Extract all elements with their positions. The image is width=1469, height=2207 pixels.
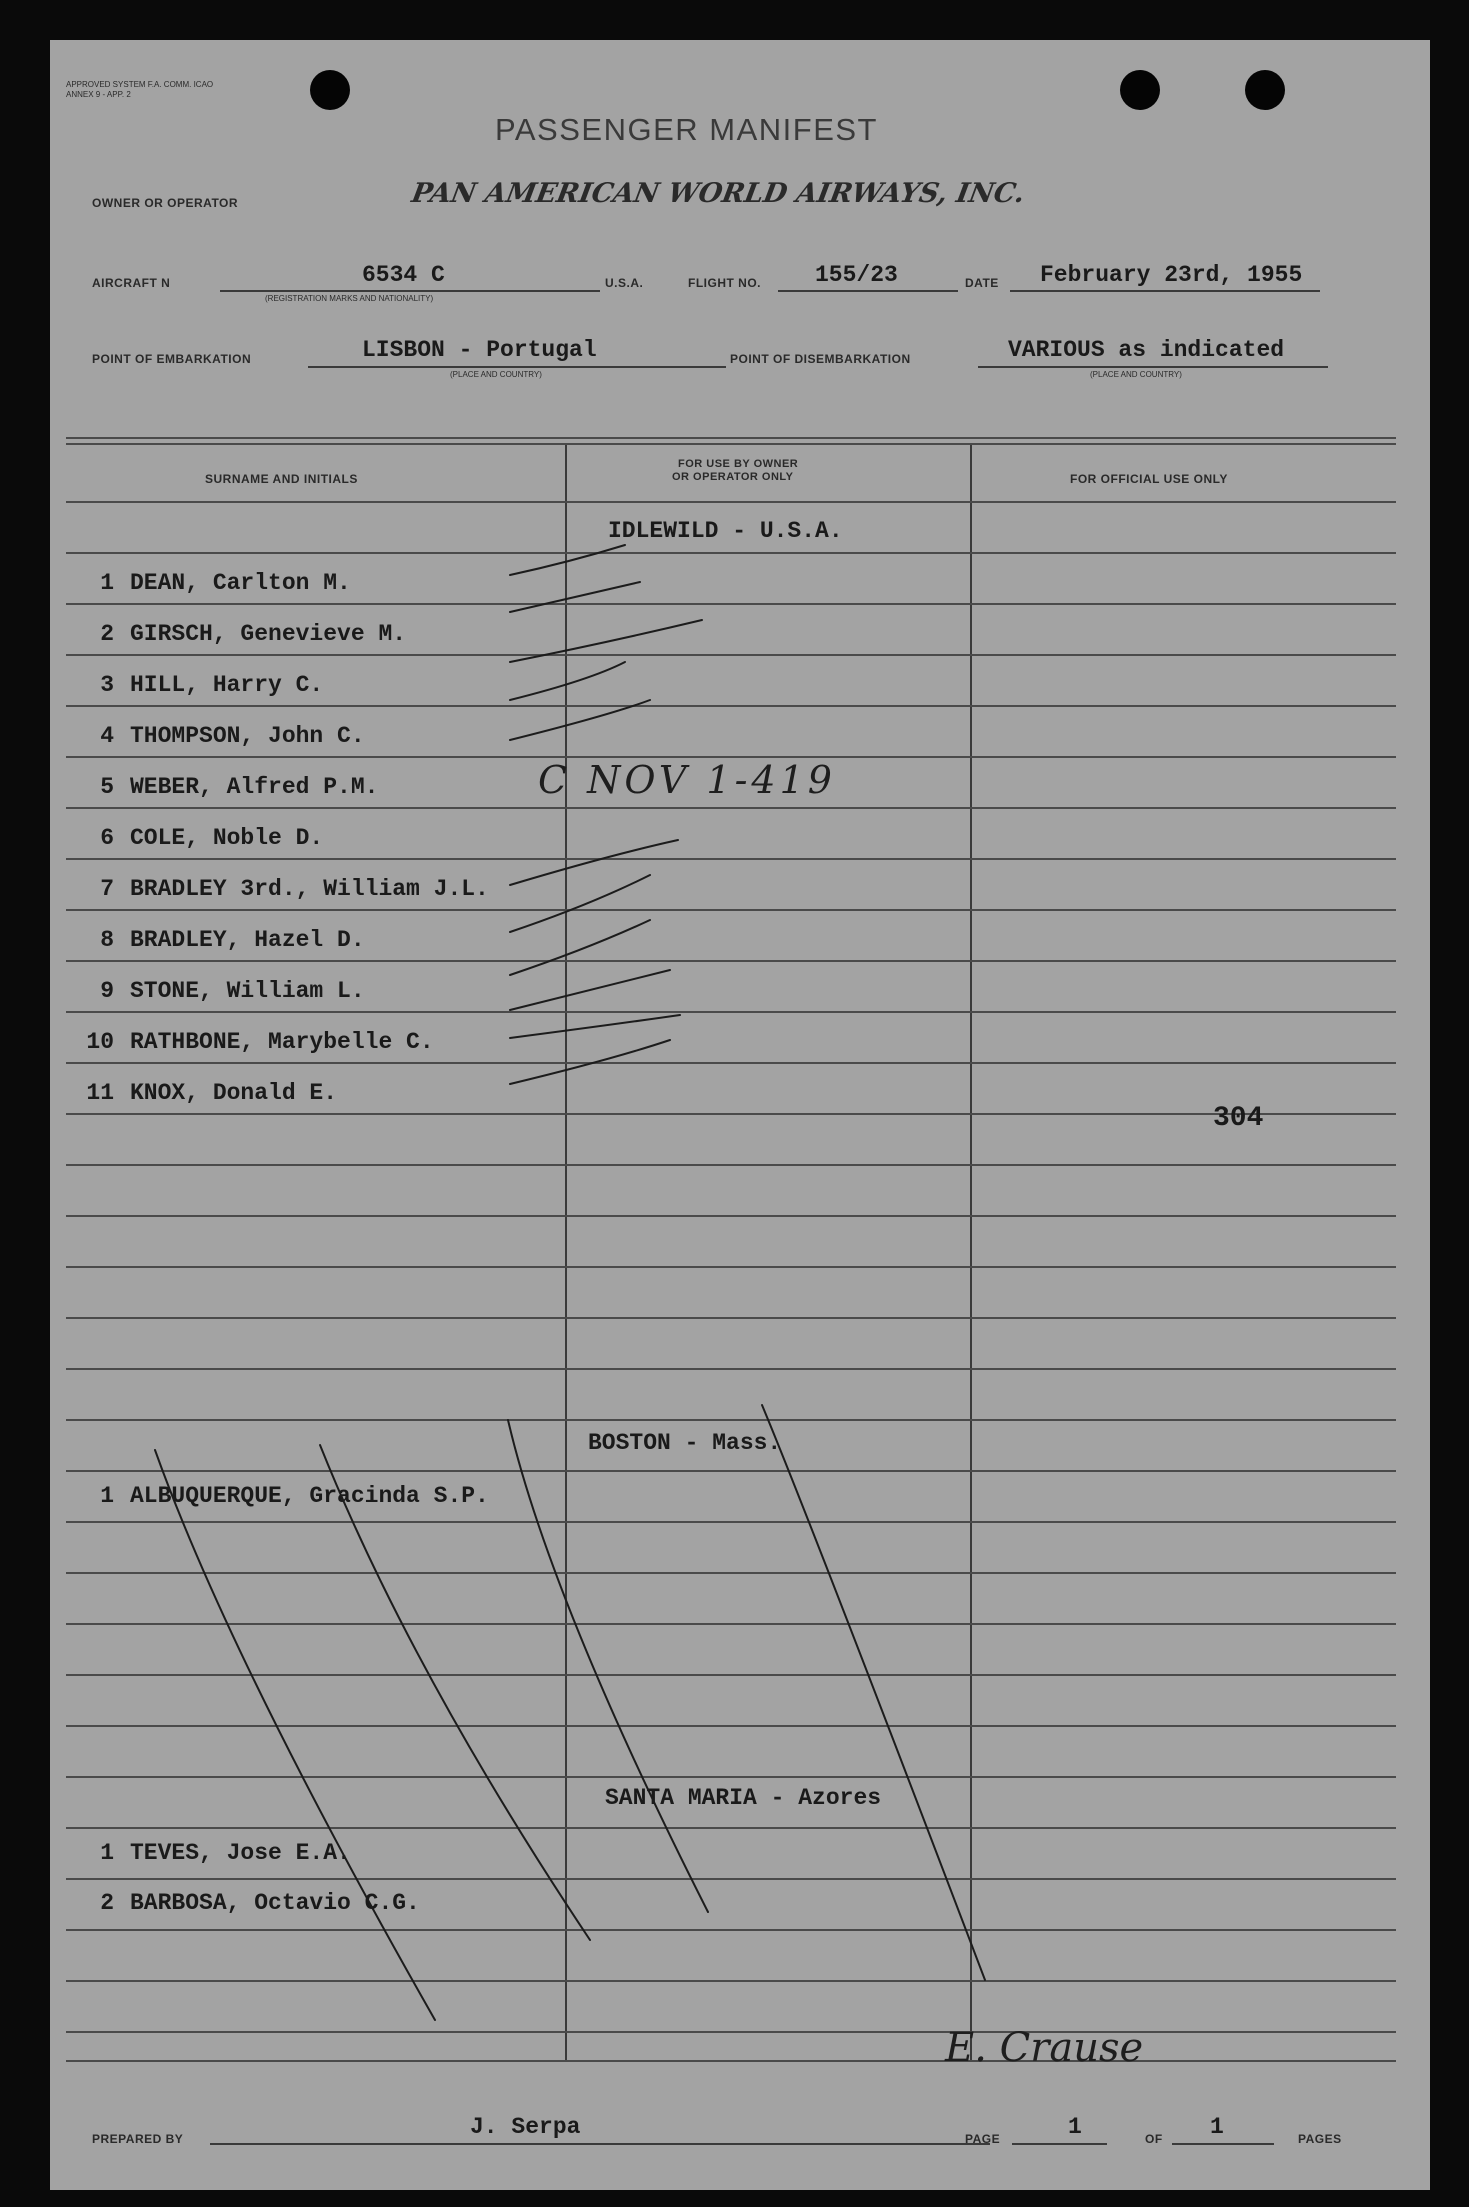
passenger-name: GIRSCH, Genevieve M. — [130, 621, 407, 647]
passenger-number: 9 — [100, 978, 114, 1004]
official-number: 304 — [1213, 1103, 1264, 1134]
owner-label: OWNER OR OPERATOR — [92, 196, 239, 210]
passenger-name: BRADLEY 3rd., William J.L. — [130, 876, 489, 902]
disembark-value: VARIOUS as indicated — [1008, 337, 1285, 363]
page-label: PAGE — [965, 2132, 1001, 2146]
signature: E. Crause — [945, 2025, 1144, 2071]
form-title: PASSENGER MANIFEST — [495, 112, 878, 147]
passenger-number: 8 — [100, 927, 114, 953]
operator-name: PAN AMERICAN WORLD AIRWAYS, INC. — [409, 178, 1028, 209]
usa-label: U.S.A. — [605, 276, 644, 290]
passenger-number: 7 — [100, 876, 114, 902]
passenger-name: STONE, William L. — [130, 978, 365, 1004]
col-header-owner-use-1: FOR USE BY OWNER — [678, 458, 799, 470]
passenger-number: 11 — [86, 1080, 114, 1106]
passenger-name: TEVES, Jose E.A. — [130, 1840, 351, 1866]
embark-label: POINT OF EMBARKATION — [92, 352, 252, 366]
disembark-caption: (PLACE AND COUNTRY) — [1090, 370, 1182, 379]
col-header-official: FOR OFFICIAL USE ONLY — [1070, 472, 1228, 486]
of-fill-line — [1172, 2143, 1274, 2145]
passenger-number: 1 — [100, 570, 114, 596]
date-label: DATE — [965, 276, 999, 290]
passenger-name: BRADLEY, Hazel D. — [130, 927, 365, 953]
passenger-name: WEBER, Alfred P.M. — [130, 774, 379, 800]
passenger-number: 4 — [100, 723, 114, 749]
pages-label: PAGES — [1298, 2132, 1342, 2146]
flight-value: 155/23 — [815, 262, 898, 288]
passenger-number: 10 — [86, 1029, 114, 1055]
page-value: 1 — [1068, 2114, 1082, 2140]
passenger-name: DEAN, Carlton M. — [130, 570, 351, 596]
col-header-owner-use-2: OR OPERATOR ONLY — [672, 471, 794, 483]
passenger-number: 2 — [100, 621, 114, 647]
passenger-number: 1 — [100, 1483, 114, 1509]
prepared-fill-line — [210, 2143, 990, 2145]
passenger-number: 1 — [100, 1840, 114, 1866]
passenger-number: 2 — [100, 1890, 114, 1916]
prepared-value: J. Serpa — [470, 2114, 581, 2140]
passenger-name: THOMPSON, John C. — [130, 723, 365, 749]
passenger-name: RATHBONE, Marybelle C. — [130, 1029, 434, 1055]
passenger-number: 6 — [100, 825, 114, 851]
destination-boston: BOSTON - Mass. — [588, 1430, 782, 1456]
passenger-name: COLE, Noble D. — [130, 825, 324, 851]
destination-santa-maria: SANTA MARIA - Azores — [605, 1785, 882, 1811]
disembark-label: POINT OF DISEMBARKATION — [730, 352, 911, 366]
destination-idlewild: IDLEWILD - U.S.A. — [608, 518, 843, 544]
aircraft-value: 6534 C — [362, 262, 445, 288]
of-label: OF — [1145, 2132, 1163, 2146]
pen-strokes — [50, 40, 1430, 2190]
prepared-label: PREPARED BY — [92, 2132, 184, 2146]
page-fill-line — [1012, 2143, 1107, 2145]
col-header-surname: SURNAME AND INITIALS — [205, 472, 358, 486]
handwritten-note: C NOV 1-419 — [538, 758, 836, 802]
passenger-name: HILL, Harry C. — [130, 672, 324, 698]
embark-caption: (PLACE AND COUNTRY) — [450, 370, 542, 379]
approval-note: APPROVED SYSTEM F.A. COMM. ICAO ANNEX 9 - APP. 2 — [66, 80, 214, 99]
flight-label: FLIGHT NO. — [688, 276, 761, 290]
embark-value: LISBON - Portugal — [362, 337, 597, 363]
of-value: 1 — [1210, 2114, 1224, 2140]
passenger-name: ALBUQUERQUE, Gracinda S.P. — [130, 1483, 489, 1509]
date-value: February 23rd, 1955 — [1040, 262, 1303, 288]
passenger-name: KNOX, Donald E. — [130, 1080, 338, 1106]
manifest-page — [50, 40, 1430, 2190]
passenger-number: 5 — [100, 774, 114, 800]
passenger-name: BARBOSA, Octavio C.G. — [130, 1890, 420, 1916]
aircraft-caption: (REGISTRATION MARKS AND NATIONALITY) — [265, 294, 434, 303]
aircraft-label: AIRCRAFT N — [92, 276, 171, 290]
passenger-number: 3 — [100, 672, 114, 698]
